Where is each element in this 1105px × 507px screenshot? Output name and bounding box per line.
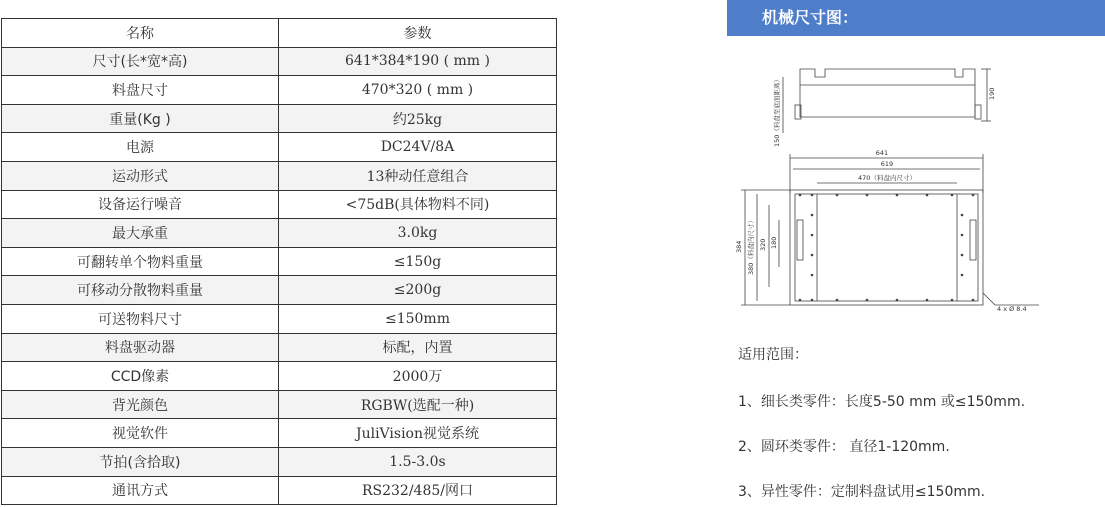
spec-name-cell: 电源 [2,133,279,162]
spec-table-row [2,419,557,448]
side-left-label: 150（料盘至底面距离） [773,76,781,147]
spec-table-row [2,247,557,276]
spec-value-cell: 约25kg [279,104,557,133]
spec-table-row [2,447,557,476]
mechanical-drawing [727,55,1057,315]
spec-value-cell: 标配，内置 [279,333,557,362]
spec-name-cell: 设备运行噪音 [2,190,279,219]
width-total-label: 641 [875,149,889,157]
usage-heading: 适用范围： [738,347,808,363]
usage-item-2: 2、圆环类零件： 直径1-120mm. [738,439,950,455]
spec-table-row [2,304,557,333]
tray-width-label: 470（料盘内尺寸） [858,174,916,182]
drawing-title-bar [727,0,1105,36]
drawing-svg [727,55,1057,315]
top-view-outline [790,190,983,305]
header-param-cell: 参数 [279,19,557,48]
spec-name-cell: 通讯方式 [2,476,279,505]
spec-table-row [2,390,557,419]
spec-name-cell: 重量(Kg ) [2,104,279,133]
spec-value-cell: <75dB(具体物料不同) [279,190,557,219]
spec-name-cell: 料盘驱动器 [2,333,279,362]
tray-height-label: 380（料盘内尺寸） [747,217,755,275]
spec-name-cell: 运动形式 [2,161,279,190]
spec-table-row [2,161,557,190]
spec-name-cell: 视觉软件 [2,419,279,448]
spec-value-cell: ≤200g [279,276,557,305]
slot-left [797,220,803,260]
spec-table [1,18,557,505]
drawing-title: 机械尺寸图： [762,8,859,27]
top-view-inner [795,194,978,301]
spec-name-cell: 可送物料尺寸 [2,304,279,333]
width-inner-label: 619 [880,160,894,168]
holes-leader [983,293,995,305]
slot-right [970,220,976,260]
spec-table-row [2,219,557,248]
spec-value-cell: ≤150mm [279,304,557,333]
spec-table-row [2,47,557,76]
spec-table-row [2,190,557,219]
spec-value-cell: 3.0kg [279,219,557,248]
header-name-cell: 名称 [2,19,279,48]
spec-table-row [2,104,557,133]
spec-table-header [2,19,557,48]
usage-item-3: 3、异性零件：定制料盘试用≤150mm. [738,484,986,500]
dim-320-label: 320 [759,238,767,251]
spec-table-row [2,133,557,162]
spec-value-cell: RGBW(选配一种) [279,390,557,419]
spec-value-cell: JuliVision视觉系统 [279,419,557,448]
holes-label: 4 x Ø 8.4 [997,305,1027,313]
side-view-foot-right [975,105,981,119]
hole-markers [799,194,975,302]
spec-value-cell: RS232/485/网口 [279,476,557,505]
spec-table-row [2,476,557,505]
spec-name-cell: CCD像素 [2,362,279,391]
spec-value-cell: 641*384*190 ( mm ) [279,47,557,76]
spec-table-row [2,276,557,305]
spec-value-cell: 13种动任意组合 [279,161,557,190]
usage-item-1: 1、细长类零件：长度5-50 mm 或≤150mm. [738,394,1026,410]
side-height-label: 190 [988,87,996,100]
spec-table-row [2,362,557,391]
spec-name-cell: 可翻转单个物料重量 [2,247,279,276]
dim-180-label: 180 [770,236,778,249]
spec-value-cell: ≤150g [279,247,557,276]
spec-name-cell: 尺寸(长*宽*高) [2,47,279,76]
spec-value-cell: 2000万 [279,362,557,391]
spec-table-row [2,333,557,362]
side-view-outline [800,69,975,117]
spec-value-cell: DC24V/8A [279,133,557,162]
spec-name-cell: 可移动分散物料重量 [2,276,279,305]
spec-name-cell: 节拍(含拾取) [2,447,279,476]
spec-name-cell: 最大承重 [2,219,279,248]
spec-name-cell: 背光颜色 [2,390,279,419]
spec-value-cell: 1.5-3.0s [279,447,557,476]
spec-name-cell: 料盘尺寸 [2,76,279,105]
height-total-label: 384 [735,240,743,253]
spec-value-cell: 470*320 ( mm ) [279,76,557,105]
spec-table-row [2,76,557,105]
